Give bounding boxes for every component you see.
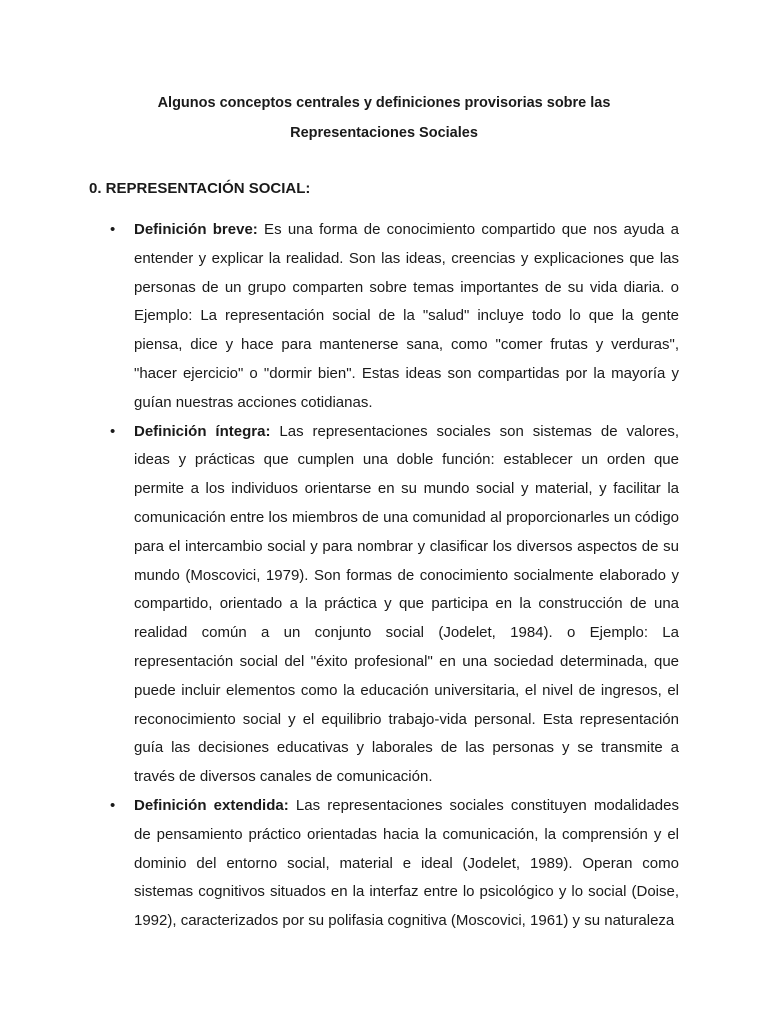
definition-term: Definición breve: xyxy=(134,221,258,238)
definition-item-integral xyxy=(0,418,768,792)
definition-term: Definición íntegra: xyxy=(134,422,271,440)
definition-item-extended xyxy=(0,792,768,936)
bullet-icon: • xyxy=(110,422,116,440)
section-heading: 0. REPRESENTACIÓN SOCIAL: xyxy=(89,180,311,197)
definitions-list xyxy=(0,216,768,936)
document-title-line-1: Algunos conceptos centrales y definiciones provisorias sobre las xyxy=(157,95,611,111)
definition-item-brief xyxy=(0,216,768,418)
definition-text: Las representaciones sociales constituyen modalidades de pensamiento práctico orientadas hacia la comunicación, la comprensión y el dominio del entorno social, material e ideal (Jodelet, 1989). Operan como sistemas cognitivos situados en la interfaz entre lo psicológico y lo social (Doise, 1992), caracterizados por su polifasia cognitiva (Moscovici, 1961) y su naturaleza xyxy=(134,796,679,930)
bullet-icon: • xyxy=(110,221,116,238)
document-title-line-2: Representaciones Sociales xyxy=(290,125,478,141)
definition-text: Las representaciones sociales son sistemas de valores, ideas y prácticas que cumplen una doble función: establecer un orden que permite a los individuos orientarse en su mundo social y material, y facilitar la comunicación entre los miembros de una comunidad al proporcionarles un código para el intercambio social y para nombrar y clasificar los diversos aspectos de su mundo (Moscovici, 1979). Son formas de conocimiento socialmente elaborado y compartido, orientado a la práctica y que participa en la construcción de una realidad común a un conjunto social (Jodelet, 1984). o Ejemplo: La representación social del "éxito profesional" en una sociedad determinada, que puede incluir elementos como la educación universitaria, el nivel de ingresos, el reconocimiento social y el equilibrio trabajo-vida personal. Esta representación guía las decisiones educativas y laborales de las personas y se transmite a través de diversos canales de comunicación. xyxy=(134,422,679,786)
definition-term: Definición extendida: xyxy=(134,796,289,814)
definition-text: Es una forma de conocimiento compartido que nos ayuda a entender y explicar la realidad. Son las ideas, creencias y explicaciones que las personas de un grupo comparten sobre temas importantes de su vida diaria. o Ejemplo: La representación social de la "salud" incluye todo lo que la gente piensa, dice y hace para mantenerse sana, como "comer frutas y verduras", "hacer ejercicio" o "dormir bien". Estas ideas son compartidas por la mayoría y guían nuestras acciones cotidianas. xyxy=(134,221,679,411)
bullet-icon: • xyxy=(110,796,116,814)
